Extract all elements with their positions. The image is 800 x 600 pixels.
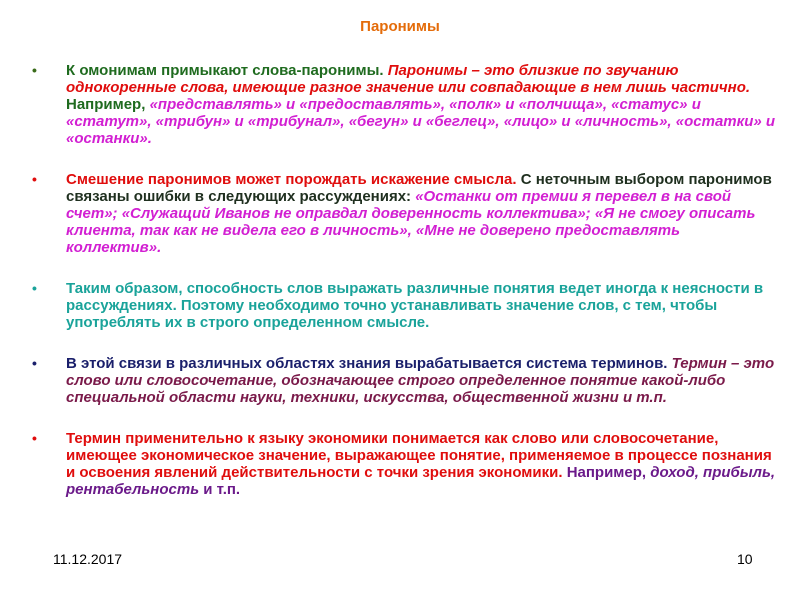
- text-segment: С неточным выбором паронимов связаны ошибки в следующих рассуждениях:: [66, 171, 772, 205]
- text-segment: Например,: [66, 96, 150, 113]
- bullet-dot-icon: •: [32, 280, 37, 296]
- text-segment: «представлять» и «предоставлять», «полк» и «полчища», «статус» и «статут», «трибун» и «трибунал», «бегун» и «беглец», «лицо» и «личность», «остатки» и «останки».: [66, 96, 776, 147]
- text-segment: Таким образом, способность слов выражать различные понятия ведет иногда к неясности в рассуждениях. Поэтому необходимо точно устанавливать значение слов, с тем, чтобы употреблять их в строго определенном смысле.: [66, 280, 764, 331]
- bullet-dot-icon: •: [32, 355, 37, 371]
- text-segment: доход, прибыль, рентабельность: [66, 464, 776, 498]
- text-segment: К омонимам примыкают слова-паронимы.: [66, 62, 388, 79]
- text-segment: Например,: [566, 464, 651, 481]
- bullet-item: [32, 280, 777, 331]
- slide-title: Паронимы: [360, 18, 440, 35]
- footer-page-number: 10: [737, 551, 753, 567]
- bullet-dot-icon: •: [32, 430, 37, 446]
- text-segment: и т.п.: [199, 481, 241, 498]
- text-segment: Термин применительно к языку экономики понимается как слово или словосочетание, имеющее экономическое значение, выражающее понятие, применяемое в процессе познания и освоения явлений действительности с точки зрения экономики.: [66, 430, 772, 481]
- text-segment: Термин – это слово или словосочетание, обозначающее строго определенное понятие какой-либо специальной области науки, техники, искусства, общественной жизни и т.п.: [66, 355, 775, 406]
- bullet-item: [32, 430, 777, 498]
- bullet-item: [32, 355, 777, 406]
- text-segment: Паронимы – это близкие по звучанию однокоренные слова, имеющие разное значение или совпадающие в нем лишь частично.: [66, 62, 751, 96]
- text-segment: «Останки от премии я перевел в на свой счет»; «Служащий Иванов не оправдал доверенность коллектива»; «Я не смогу описать клиента, так как не видела его в личность», «Мне не доверено предоставлять коллектив».: [66, 188, 756, 256]
- bullet-list: [32, 62, 777, 522]
- text-segment: В этой связи в различных областях знания вырабатывается система терминов.: [66, 355, 672, 372]
- bullet-item: [32, 171, 777, 256]
- text-segment: Смешение паронимов может порождать искажение смысла.: [66, 171, 521, 188]
- bullet-dot-icon: •: [32, 171, 37, 187]
- footer-date: 11.12.2017: [53, 551, 123, 567]
- bullet-item: [32, 62, 777, 147]
- bullet-dot-icon: •: [32, 62, 37, 78]
